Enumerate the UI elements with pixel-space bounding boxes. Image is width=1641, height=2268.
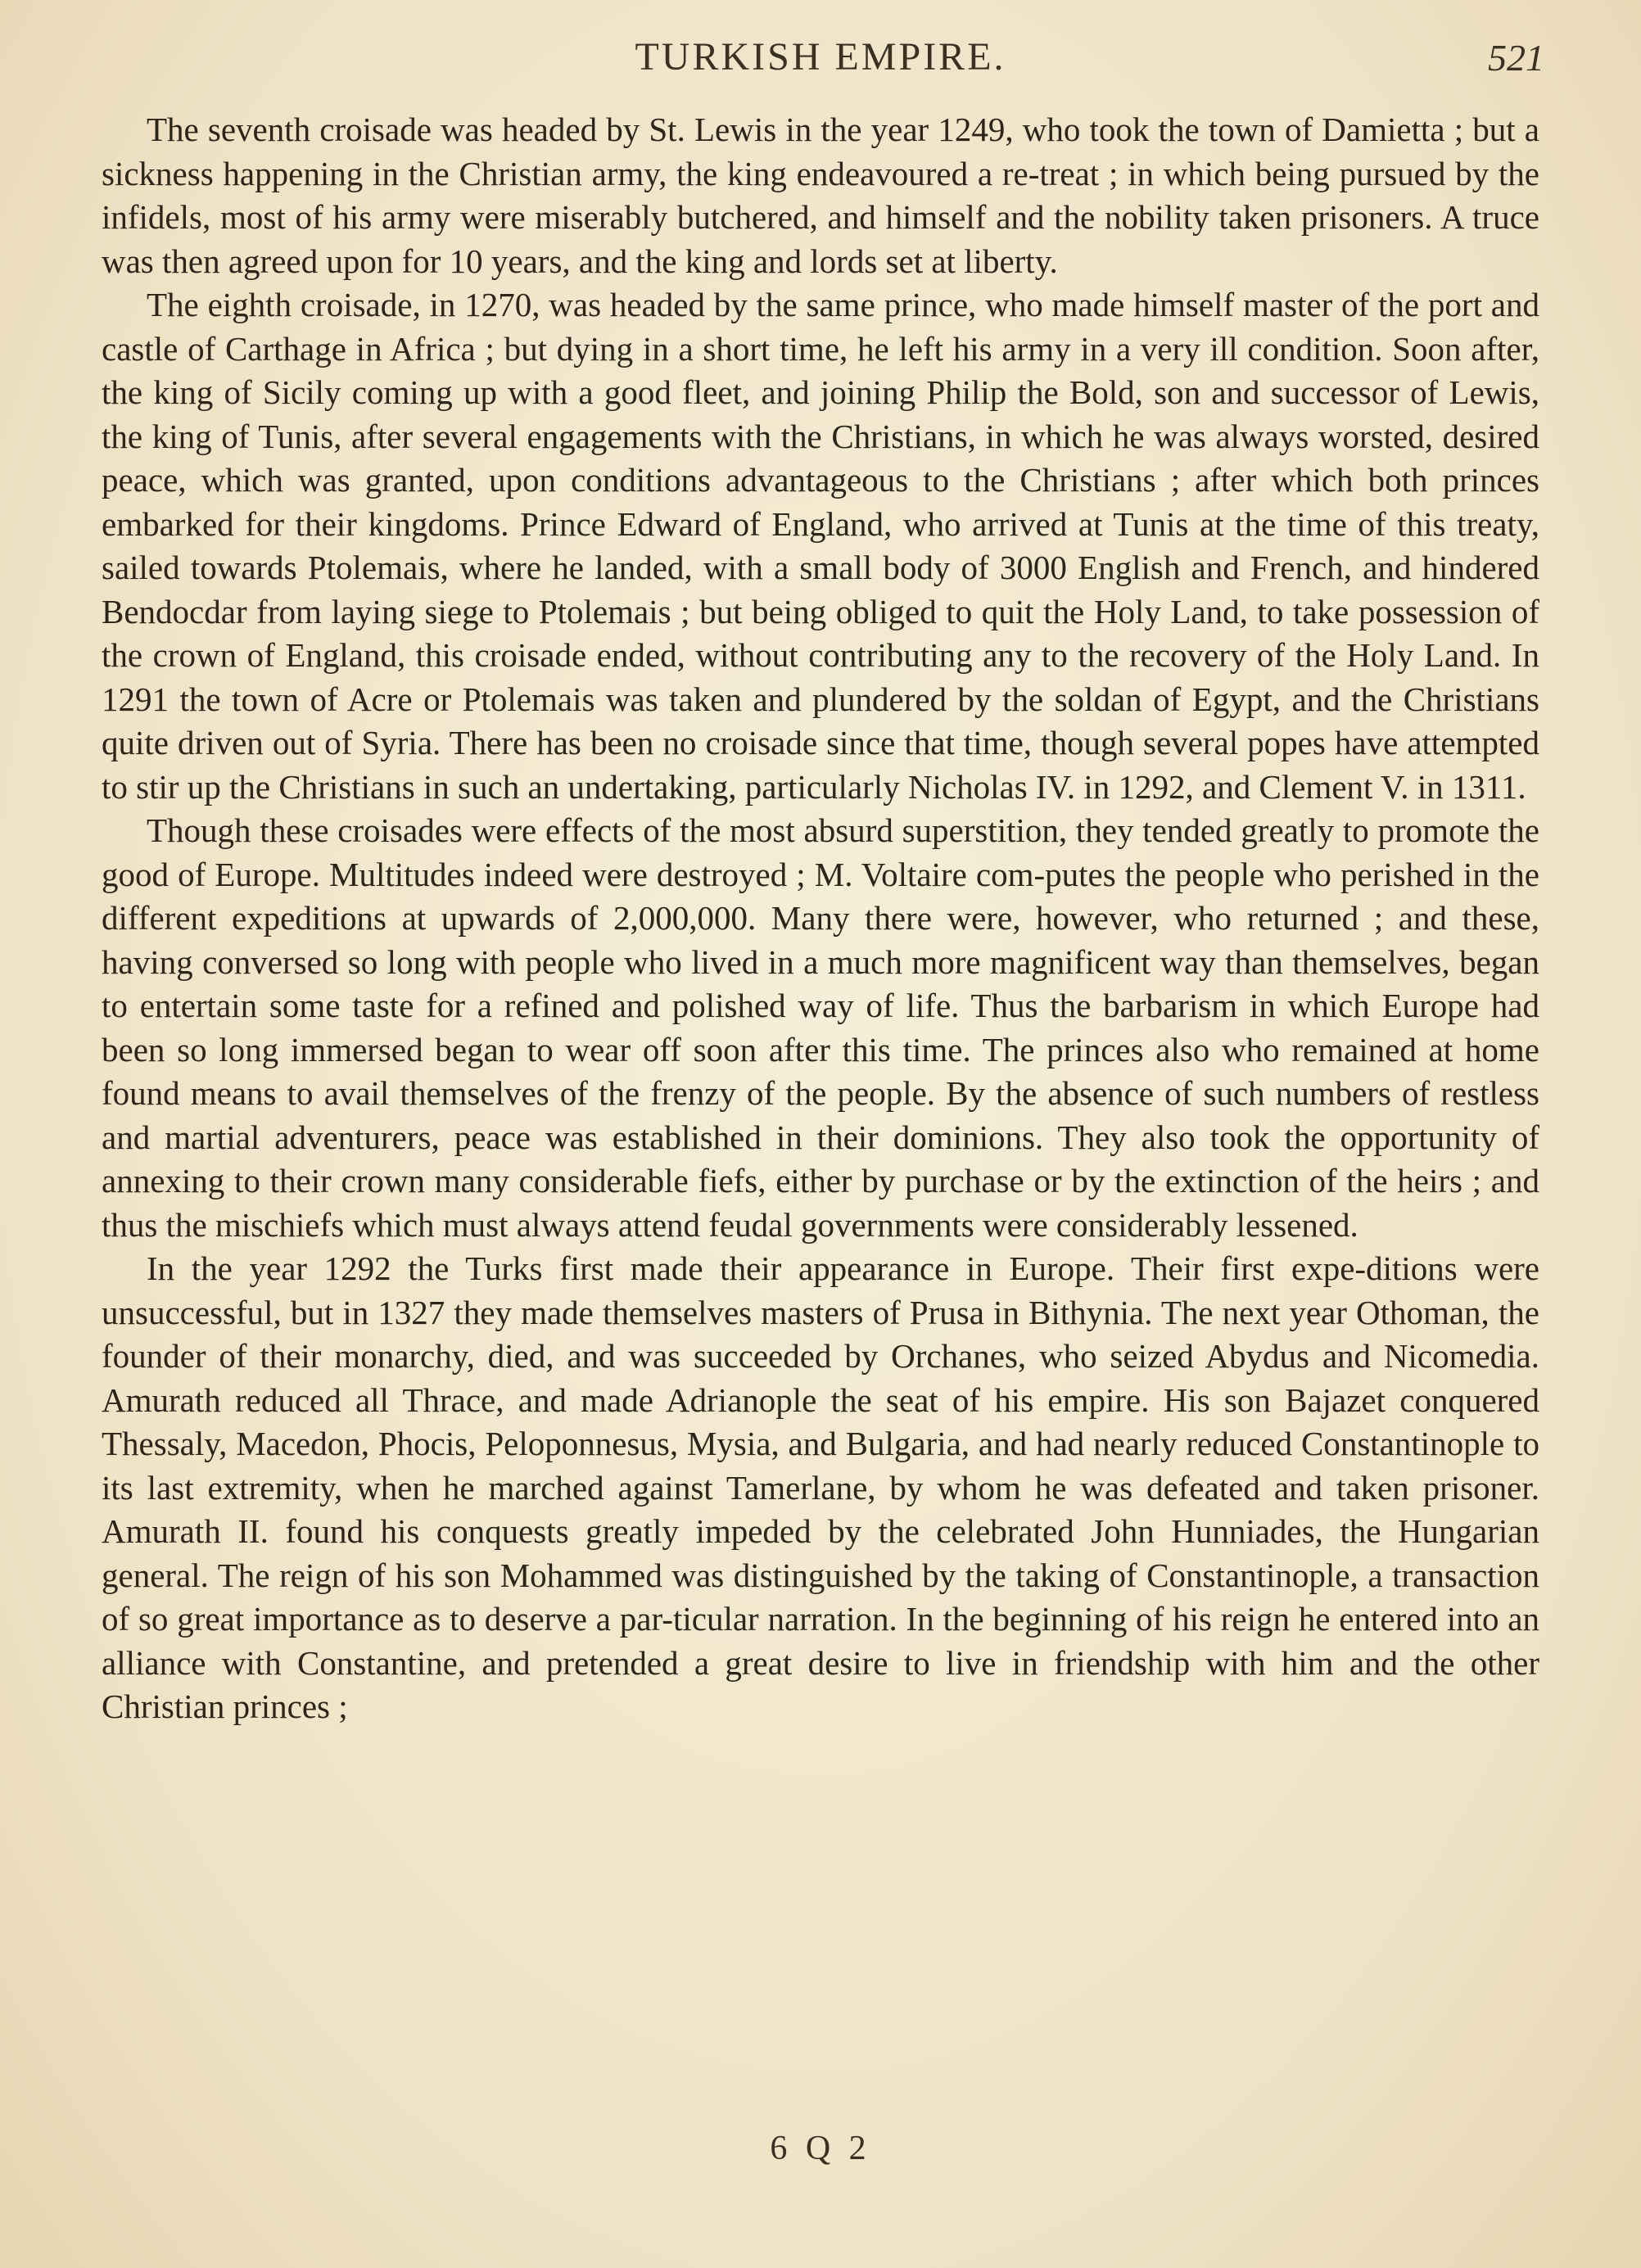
signature-mark: 6 Q 2	[770, 2130, 871, 2167]
paragraph-croisade-effects: Though these croisades were effects of the most absurd superstition, they tended greatly to promote the good of Europe. Multitudes indeed were destroyed ; M. Voltaire com-putes the people who perished in the different expeditions at upwards of 2,000,000. Many there were, however, who returned ; and these, having conversed so long with people who lived in a much more magnificent way than themselves, began to entertain some taste for a refined and polished way of life. Thus the barbarism in which Europe had been so long immersed began to wear off soon after this time. The princes also who remained at home found means to avail themselves of the frenzy of the people. By the absence of such numbers of restless and martial adventurers, peace was established in their dominions. They also took the opportunity of annexing to their crown many considerable fiefs, either by purchase or by the extinction of the heirs ; and thus the mischiefs which must always attend feudal governments were considerably lessened.	[102, 811, 1539, 1244]
running-title: TURKISH EMPIRE.	[635, 35, 1006, 79]
paragraph-turks-in-europe: In the year 1292 the Turks first made their appearance in Europe. Their first expe-ditions were unsuccessful, but in 1327 they made themselves masters of Prusa in Bithynia. The next year Othoman, the founder of their monarchy, died, and was succeeded by Orchanes, who seized Abydus and Nicomedia. Amurath reduced all Thrace, and made Adrianople the seat of his empire. His son Bajazet conquered Thessaly, Macedon, Phocis, Peloponnesus, Mysia, and Bulgaria, and had nearly reduced Constantinople to its last extremity, when he marched against Tamerlane, by whom he was defeated and taken prisoner. Amurath II. found his conquests greatly impeded by the celebrated John Hunniades, the Hungarian general. The reign of his son Mohammed was distinguished by the taking of Constantinople, a transaction of so great importance as to deserve a par-ticular narration. In the beginning of his reign he entered into an alliance with Constantine, and pretended a great desire to live in friendship with him and the other Christian princes ;	[102, 1249, 1539, 1725]
paragraph-eighth-croisade: The eighth croisade, in 1270, was headed by the same prince, who made himself master of the port and castle of Carthage in Africa ; but dying in a short time, he left his army in a very ill condition. Soon after, the king of Sicily coming up with a good fleet, and joining Philip the Bold, son and successor of Lewis, the king of Tunis, after several engagements with the Christians, in which he was always worsted, desired peace, which was granted, upon conditions advantageous to the Christians ; after which both princes embarked for their kingdoms. Prince Edward of England, who arrived at Tunis at the time of this treaty, sailed towards Ptolemais, where he landed, with a small body of 3000 English and French, and hindered Bendocdar from laying siege to Ptolemais ; but being obliged to quit the Holy Land, to take possession of the crown of England, this croisade ended, without contributing any to the recovery of the Holy Land. In 1291 the town of Acre or Ptolemais was taken and plundered by the soldan of Egypt, and the Christians quite driven out of Syria. There has been no croisade since that time, though several popes have attempted to stir up the Christians in such an undertaking, particularly Nicholas IV. in 1292, and Clement V. in 1311.	[102, 286, 1539, 806]
paragraph-seventh-croisade: The seventh croisade was headed by St. Lewis in the year 1249, who took the town of Damietta ; but a sickness happening in the Christian army, the king endeavoured a re-treat ; in which being pursued by the infidels, most of his army were miserably butchered, and himself and the nobility taken prisoners. A truce was then agreed upon for 10 years, and the king and lords set at liberty.	[102, 111, 1539, 280]
running-head	[0, 34, 1641, 92]
page-number: 521	[1488, 37, 1544, 79]
body-text	[102, 108, 1539, 1729]
